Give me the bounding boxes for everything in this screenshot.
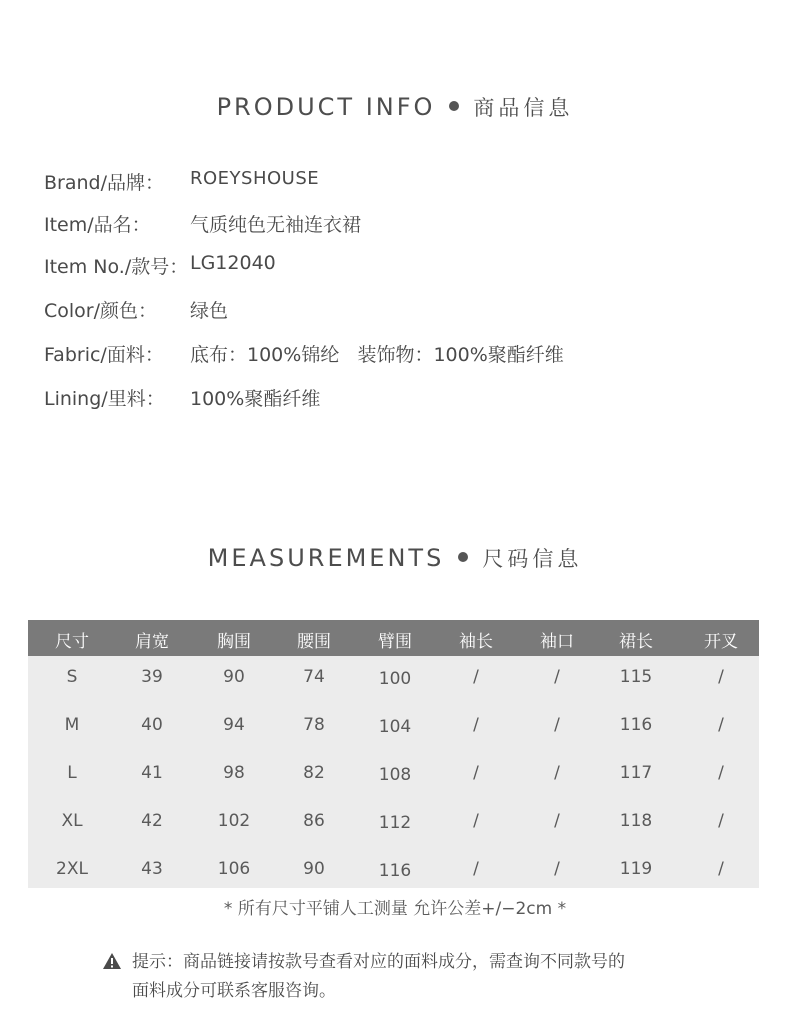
size-cell: 112 xyxy=(378,813,412,833)
info-value: ROEYSHOUSE xyxy=(190,168,320,189)
header-cell: 胸围 xyxy=(217,632,251,652)
size-cell: 42 xyxy=(141,811,163,831)
size-cell: M xyxy=(64,715,80,735)
size-cell: / xyxy=(718,763,724,783)
size-cell: 98 xyxy=(223,763,245,783)
size-cell: 94 xyxy=(223,715,245,735)
size-cell: 78 xyxy=(303,715,325,735)
info-label: Lining/里料： xyxy=(44,388,165,410)
size-cell: 86 xyxy=(303,811,325,831)
bullet-dot-icon xyxy=(458,552,468,562)
info-value: 100%聚酯纤维 xyxy=(190,388,321,410)
size-cell: 115 xyxy=(619,667,653,687)
info-label: Brand/品牌： xyxy=(44,172,164,194)
measurements-title-cn: 尺码信息 xyxy=(482,547,583,571)
size-cell: 100 xyxy=(378,669,412,689)
size-cell: / xyxy=(554,667,560,687)
size-cell: / xyxy=(718,715,724,735)
tip-line-1: 提示：商品链接请按款号查看对应的面料成分，需查询不同款号的 xyxy=(132,952,625,972)
header-cell: 袖长 xyxy=(459,632,493,652)
size-cell: 108 xyxy=(378,765,412,785)
size-row xyxy=(28,763,759,811)
size-cell: 43 xyxy=(141,859,163,879)
bullet-dot-icon xyxy=(449,101,459,111)
measurements-title-en: MEASUREMENTS xyxy=(207,544,445,572)
info-label: Item No./款号： xyxy=(44,256,189,278)
product-info-title-en: PRODUCT INFO xyxy=(216,93,436,121)
size-cell: 40 xyxy=(141,715,163,735)
info-value: LG12040 xyxy=(190,252,276,274)
size-cell: / xyxy=(554,715,560,735)
header-cell: 裙长 xyxy=(619,632,653,652)
header-cell: 开叉 xyxy=(704,632,738,652)
size-cell: 102 xyxy=(217,811,251,831)
header-cell: 臂围 xyxy=(378,632,412,652)
size-row xyxy=(28,715,759,763)
size-cell: / xyxy=(473,811,479,831)
size-cell: 116 xyxy=(619,715,653,735)
size-row xyxy=(28,667,759,715)
size-cell: 39 xyxy=(141,667,163,687)
info-label: Item/品名： xyxy=(44,214,151,236)
size-cell: 2XL xyxy=(56,859,88,879)
header-cell: 腰围 xyxy=(297,632,331,652)
info-value: 气质纯色无袖连衣裙 xyxy=(190,214,362,236)
size-cell: 118 xyxy=(619,811,653,831)
size-cell: XL xyxy=(61,811,83,831)
size-cell: 119 xyxy=(619,859,653,879)
size-cell: S xyxy=(66,667,78,687)
size-cell: / xyxy=(718,859,724,879)
size-row xyxy=(28,811,759,859)
warning-icon xyxy=(102,952,122,970)
size-cell: 104 xyxy=(378,717,412,737)
header-cell: 尺寸 xyxy=(55,632,89,652)
header-cell: 肩宽 xyxy=(135,632,169,652)
size-cell: / xyxy=(554,859,560,879)
size-table xyxy=(28,620,759,888)
info-value: 底布：100%锦纶 装饰物：100%聚酯纤维 xyxy=(190,344,564,366)
info-label: Color/颜色： xyxy=(44,300,158,322)
size-cell: / xyxy=(473,763,479,783)
size-cell: / xyxy=(718,667,724,687)
size-cell: 90 xyxy=(303,859,325,879)
size-cell: 116 xyxy=(378,861,412,881)
size-cell: 74 xyxy=(303,667,325,687)
size-cell: / xyxy=(473,715,479,735)
size-cell: / xyxy=(473,859,479,879)
product-info-title xyxy=(0,92,790,122)
size-cell: 90 xyxy=(223,667,245,687)
size-table-header xyxy=(28,620,759,656)
size-cell: / xyxy=(554,811,560,831)
info-label: Fabric/面料： xyxy=(44,344,164,366)
info-value: 绿色 xyxy=(190,300,229,322)
product-info-title-cn: 商品信息 xyxy=(473,96,574,120)
size-cell: 41 xyxy=(141,763,163,783)
size-cell: / xyxy=(554,763,560,783)
size-cell: 117 xyxy=(619,763,653,783)
size-cell: L xyxy=(67,763,77,783)
measurement-note: * 所有尺寸平铺人工测量 允许公差+/−2cm * xyxy=(223,899,567,919)
size-cell: / xyxy=(718,811,724,831)
size-cell: / xyxy=(473,667,479,687)
measurements-title xyxy=(0,543,790,573)
size-cell: 106 xyxy=(217,859,251,879)
size-cell: 82 xyxy=(303,763,325,783)
tip-line-2: 面料成分可联系客服咨询。 xyxy=(132,981,336,1001)
header-cell: 袖口 xyxy=(540,632,574,652)
